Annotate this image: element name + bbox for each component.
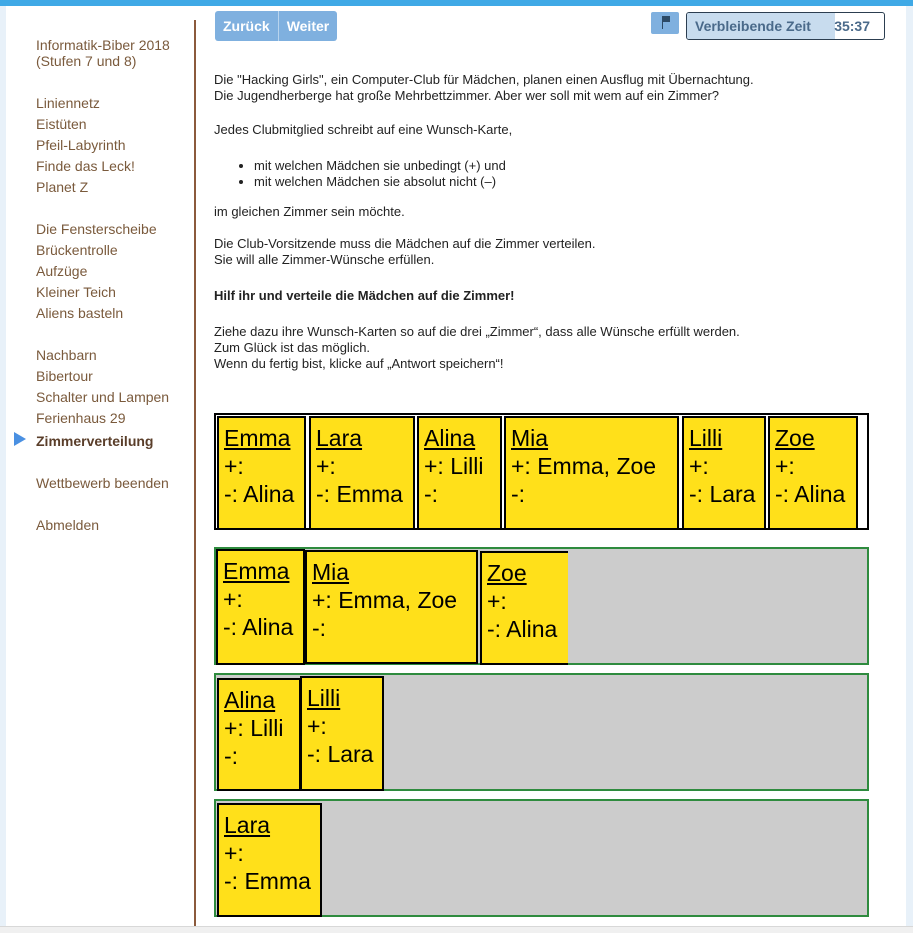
- card-name: Mia: [312, 559, 350, 585]
- card-name: Alina: [424, 425, 476, 451]
- sidebar-item-finde-das-leck[interactable]: Finde das Leck!: [36, 158, 135, 174]
- card-plus: +:: [223, 586, 243, 612]
- wish-card[interactable]: [217, 416, 306, 530]
- card-minus: -:: [312, 615, 327, 641]
- card-name: Lilli: [689, 425, 723, 451]
- right-margin: [906, 6, 913, 926]
- card-minus: -: Emma: [316, 481, 403, 507]
- wish-card[interactable]: [217, 803, 322, 917]
- remaining-time-value: 35:37: [834, 18, 870, 34]
- drag-line-2: Zum Glück ist das möglich.: [214, 340, 371, 355]
- drag-line-3: Wenn du fertig bist, klicke auf „Antwort speichern“!: [214, 356, 504, 371]
- bullet-minus: • mit welchen Mädchen sie absolut nicht (–): [254, 174, 854, 190]
- intro-line-2: Die Jugendherberge hat große Mehrbettzimmer. Aber wer soll mit wem auf ein Zimmer?: [214, 88, 720, 103]
- intro-line-1: Die "Hacking Girls", ein Computer-Club für Mädchen, planen einen Ausflug mit Übernachtung.: [214, 72, 754, 87]
- wish-card-outro: im gleichen Zimmer sein möchte.: [214, 204, 405, 219]
- wish-card[interactable]: [300, 676, 384, 791]
- card-plus: +:: [775, 453, 795, 479]
- card-minus: -: Lara: [307, 741, 374, 767]
- wish-card[interactable]: [217, 678, 301, 791]
- card-minus: -: Lara: [689, 481, 756, 507]
- contest-title-line2: (Stufen 7 und 8): [36, 53, 137, 69]
- wish-card[interactable]: [682, 416, 766, 530]
- card-plus: +:: [316, 453, 336, 479]
- remaining-time-label: Verbleibende Zeit: [695, 18, 811, 34]
- card-plus: +: Lilli: [224, 715, 284, 741]
- task-description: [214, 72, 854, 372]
- card-plus: +:: [224, 453, 244, 479]
- wish-card[interactable]: [768, 416, 858, 530]
- chair-line-1: Die Club-Vorsitzende muss die Mädchen auf die Zimmer verteilen.: [214, 236, 596, 251]
- sidebar-item-aliens-basteln[interactable]: Aliens basteln: [36, 305, 124, 321]
- card-minus: -: Emma: [224, 868, 311, 894]
- task-instruction: Hilf ihr und verteile die Mädchen auf die Zimmer!: [214, 288, 515, 303]
- card-minus: -:: [511, 481, 526, 507]
- wish-card[interactable]: [216, 549, 305, 665]
- chair-line-2: Sie will alle Zimmer-Wünsche erfüllen.: [214, 252, 435, 267]
- sidebar-item-eistueten[interactable]: Eistüten: [36, 116, 87, 132]
- card-name: Alina: [224, 687, 276, 713]
- wish-card[interactable]: [309, 416, 415, 530]
- sidebar-item-pfeil-labyrinth[interactable]: Pfeil-Labyrinth: [36, 137, 126, 153]
- room-3[interactable]: [214, 799, 869, 917]
- wish-card[interactable]: [480, 551, 568, 665]
- wish-card[interactable]: [417, 416, 502, 530]
- sidebar-item-ferienhaus-29[interactable]: Ferienhaus 29: [36, 410, 126, 426]
- card-minus: -: Alina: [487, 616, 558, 642]
- sidebar-item-kleiner-teich[interactable]: Kleiner Teich: [36, 284, 116, 300]
- sidebar: [6, 6, 193, 538]
- sidebar-item-zimmerverteilung[interactable]: Zimmerverteilung: [36, 433, 154, 449]
- sidebar-item-planet-z[interactable]: Planet Z: [36, 179, 89, 195]
- card-minus: -:: [424, 481, 439, 507]
- card-plus: +:: [224, 840, 244, 866]
- card-name: Lara: [224, 812, 271, 838]
- contest-title-line1: Informatik-Biber 2018: [36, 37, 170, 53]
- card-plus: +:: [689, 453, 709, 479]
- card-plus: +:: [307, 713, 327, 739]
- card-name: Lara: [316, 425, 363, 451]
- wish-card-intro: Jedes Clubmitglied schreibt auf eine Wunsch-Karte,: [214, 122, 513, 137]
- task-navigation: [215, 11, 337, 41]
- logout-link[interactable]: Abmelden: [36, 517, 100, 533]
- back-button[interactable]: Zurück: [215, 11, 278, 41]
- drag-line-1: Ziehe dazu ihre Wunsch-Karten so auf die drei „Zimmer“, dass alle Wünsche erfüllt werden.: [214, 324, 740, 339]
- bullet-plus: • mit welchen Mädchen sie unbedingt (+) und: [254, 158, 854, 174]
- contest-title: [36, 37, 170, 69]
- sidebar-item-liniennetz[interactable]: Liniennetz: [36, 95, 100, 111]
- remaining-time: [686, 12, 885, 40]
- room-1[interactable]: [214, 547, 869, 665]
- card-minus: -: Alina: [223, 614, 294, 640]
- card-minus: -:: [224, 743, 239, 769]
- sidebar-item-schalter-und-lampen[interactable]: Schalter und Lampen: [36, 389, 170, 405]
- end-contest-link[interactable]: Wettbewerb beenden: [36, 475, 169, 491]
- sidebar-item-brueckentrolle[interactable]: Brückentrolle: [36, 242, 118, 258]
- sidebar-divider: [194, 20, 196, 926]
- card-name: Zoe: [487, 560, 527, 586]
- flag-button[interactable]: [651, 12, 679, 34]
- card-pool[interactable]: [214, 413, 869, 530]
- card-name: Lilli: [307, 685, 341, 711]
- card-minus: -: Alina: [224, 481, 295, 507]
- sidebar-item-bibertour[interactable]: Bibertour: [36, 368, 93, 384]
- card-name: Emma: [223, 558, 290, 584]
- card-name: Mia: [511, 425, 549, 451]
- sidebar-item-fensterscheibe[interactable]: Die Fensterscheibe: [36, 221, 157, 237]
- card-plus: +: Emma, Zoe: [511, 453, 657, 479]
- sidebar-item-nachbarn[interactable]: Nachbarn: [36, 347, 97, 363]
- card-plus: +: Emma, Zoe: [312, 587, 458, 613]
- card-minus: -: Alina: [775, 481, 846, 507]
- wish-card[interactable]: [305, 550, 478, 664]
- wish-card[interactable]: [504, 416, 679, 530]
- next-button[interactable]: Weiter: [278, 11, 338, 41]
- card-name: Zoe: [775, 425, 815, 451]
- active-item-arrow-icon: [14, 432, 26, 446]
- card-plus: +: Lilli: [424, 453, 484, 479]
- card-plus: +:: [487, 588, 507, 614]
- room-2[interactable]: [214, 673, 869, 791]
- sidebar-item-aufzuege[interactable]: Aufzüge: [36, 263, 88, 279]
- card-name: Emma: [224, 425, 291, 451]
